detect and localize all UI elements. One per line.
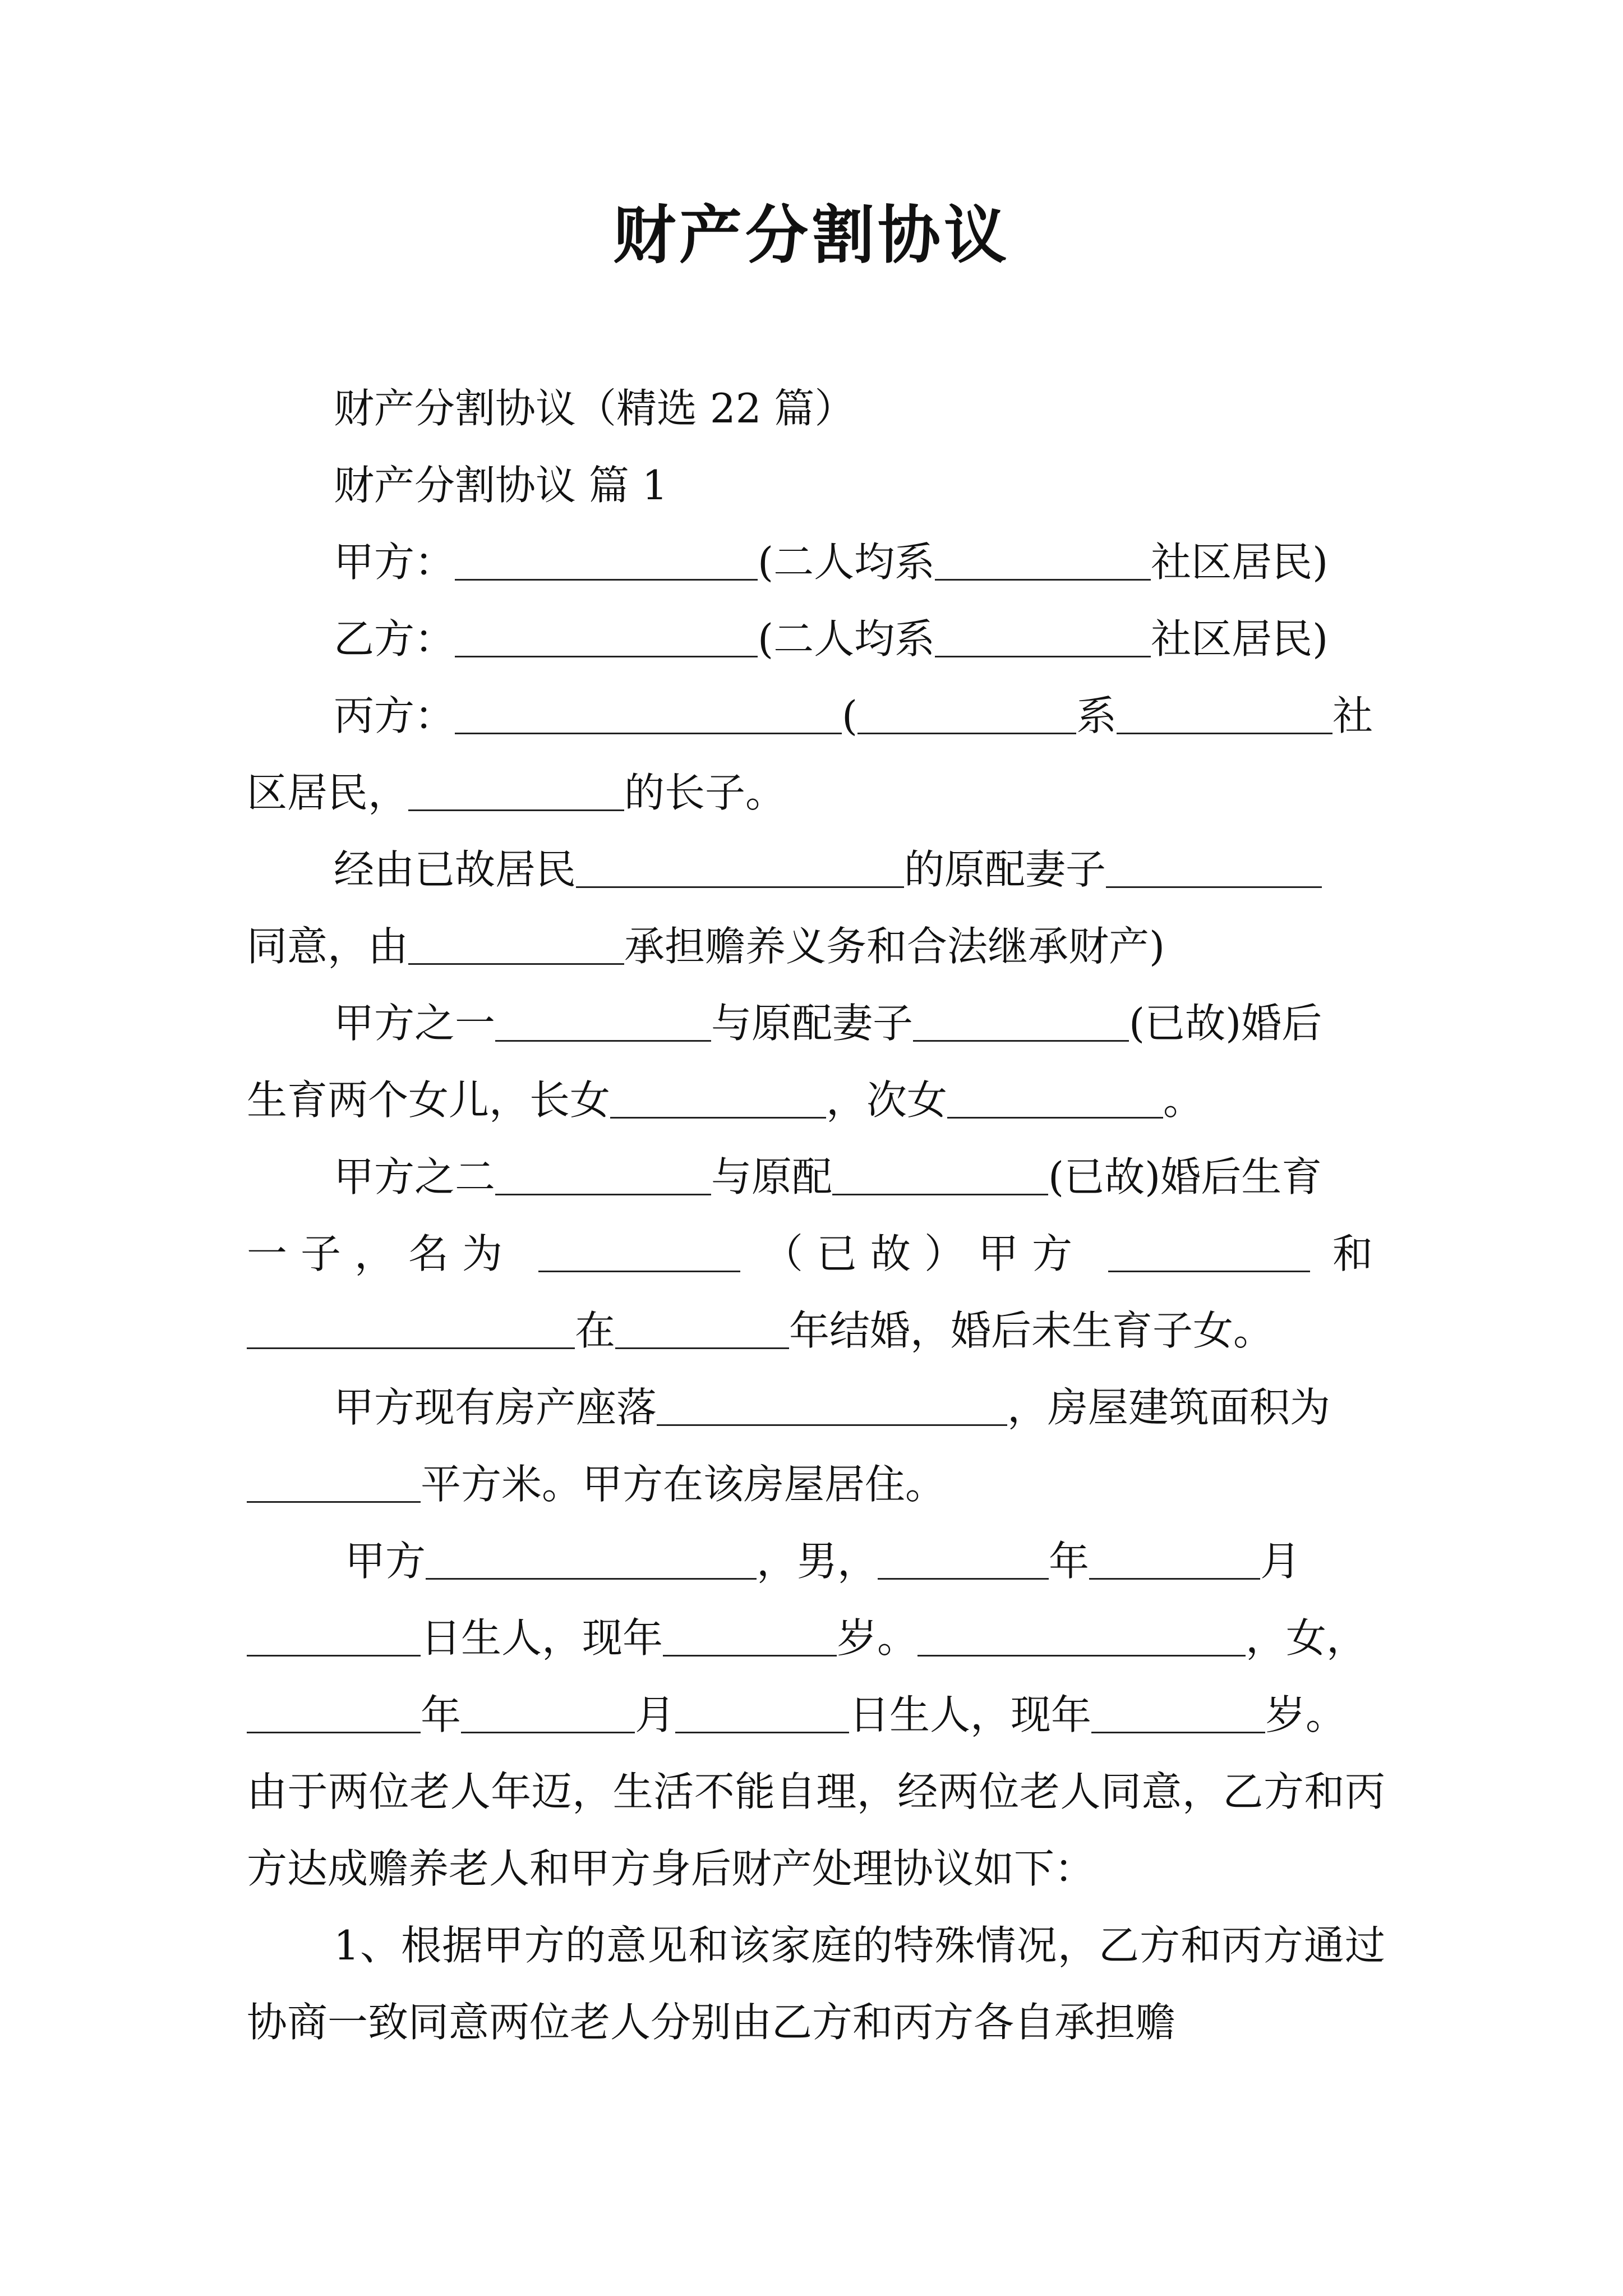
text: 的长子。 (624, 769, 786, 816)
paragraph-consent (247, 831, 1385, 985)
text: ( (842, 692, 858, 739)
party-jia-line (247, 524, 1385, 601)
text: ，房屋建筑面积为 (1007, 1384, 1331, 1431)
blank-field (455, 614, 758, 657)
text: 月 (1260, 1538, 1301, 1585)
text: 年 (421, 1691, 462, 1738)
blank-field (663, 1613, 837, 1657)
text: 甲方之一 (334, 1000, 496, 1047)
party-jia-label: 甲方： (334, 539, 455, 586)
blank-field (1117, 691, 1332, 734)
text: 。 (1163, 1076, 1204, 1124)
text: (二人均系 (758, 539, 935, 586)
blank-field (408, 768, 624, 811)
party-yi-line (247, 601, 1385, 678)
text: 在 (575, 1307, 616, 1354)
blank-field (576, 845, 904, 888)
text: 的原配妻子 (904, 846, 1106, 893)
document-body (247, 370, 1385, 2061)
blank-field (1091, 1690, 1265, 1733)
text: 年 (1049, 1538, 1090, 1585)
text: 和 (1332, 1230, 1373, 1277)
text: 区居民， (247, 769, 409, 816)
blank-field (913, 999, 1129, 1042)
party-bing-line (247, 678, 1385, 831)
paragraph-party-jia-one (247, 985, 1385, 1139)
blank-field (610, 1075, 826, 1119)
blank-field (461, 1690, 635, 1733)
section-heading: 财产分割协议 篇 1 (334, 462, 668, 509)
blank-field (657, 1383, 1007, 1426)
text: 岁。 (1265, 1691, 1347, 1738)
text: 岁。 (837, 1614, 918, 1662)
text: (二人均系 (758, 615, 935, 662)
text: 承担赡养义务和合法继承财产) (624, 923, 1165, 970)
blank-field (495, 999, 711, 1042)
text: 甲方 (345, 1538, 426, 1585)
text: 日生人，现年 (849, 1691, 1092, 1738)
blank-field (935, 614, 1151, 657)
blank-field (878, 1536, 1049, 1580)
text: 甲方现有房产座落 (334, 1384, 657, 1431)
blank-field (247, 1690, 421, 1733)
blank-field (947, 1075, 1163, 1119)
text: 日生人，现年 (421, 1614, 663, 1662)
blank-field (935, 537, 1151, 581)
blank-field (832, 1152, 1048, 1195)
text: 与原配 (711, 1153, 833, 1200)
text: 同意，由 (247, 923, 409, 970)
text: （已故）甲方 (763, 1230, 1086, 1277)
text: (已故)婚后 (1129, 1000, 1322, 1047)
blank-field (1089, 1536, 1260, 1580)
text: 年结婚，婚后未生育子女。 (789, 1307, 1274, 1354)
text: 与原配妻子 (711, 1000, 914, 1047)
blank-field (675, 1690, 849, 1733)
blank-field (455, 691, 842, 734)
party-yi-label: 乙方： (334, 615, 455, 662)
paragraph-elders (247, 1523, 1385, 1907)
text: 平方米。甲方在该房屋居住。 (421, 1461, 946, 1508)
document-title: 财产分割协议 (613, 199, 1010, 272)
paragraph-property (247, 1369, 1385, 1523)
text: 社区居民) (1151, 539, 1329, 586)
paragraph-party-jia-two (247, 1139, 1385, 1369)
text: 经由已故居民 (334, 846, 577, 893)
blank-field (1106, 845, 1322, 888)
blank-field (917, 1613, 1246, 1657)
text: (已故)婚后生育 (1048, 1153, 1322, 1200)
text: ，次女 (826, 1076, 948, 1124)
text: 由于两位老人年迈，生活不能自理，经两位老人同意，乙方和丙方达成赡养老人和甲方身后财产处理协议如下： (247, 1768, 1385, 1892)
text: 社区居民) (1151, 615, 1329, 662)
text: 社 (1332, 692, 1373, 739)
blank-field (615, 1306, 789, 1349)
text: 月 (635, 1691, 676, 1738)
blank-field (495, 1152, 711, 1195)
text: ，女， (1246, 1614, 1367, 1662)
text: 生育两个女儿，长女 (247, 1076, 611, 1124)
blank-field (455, 537, 758, 581)
paragraph-clause-1: 1、根据甲方的意见和该家庭的特殊情况，乙方和丙方通过协商一致同意两位老人分别由乙方和丙方各自承担赡 (247, 1922, 1385, 2046)
blank-field (408, 922, 624, 965)
blank-field (247, 1306, 575, 1349)
blank-field (247, 1613, 421, 1657)
text: 甲方之二 (334, 1153, 496, 1200)
blank-field (1108, 1229, 1310, 1272)
party-bing-label: 丙方： (334, 692, 455, 739)
blank-field (857, 691, 1076, 734)
blank-field (426, 1536, 757, 1580)
blank-field (538, 1229, 740, 1272)
text: ，男， (757, 1538, 878, 1585)
subtitle: 财产分割协议（精选 22 篇） (334, 385, 855, 432)
text: 系 (1076, 692, 1117, 739)
blank-field (247, 1460, 421, 1503)
text: 一子，名为 (247, 1230, 517, 1277)
